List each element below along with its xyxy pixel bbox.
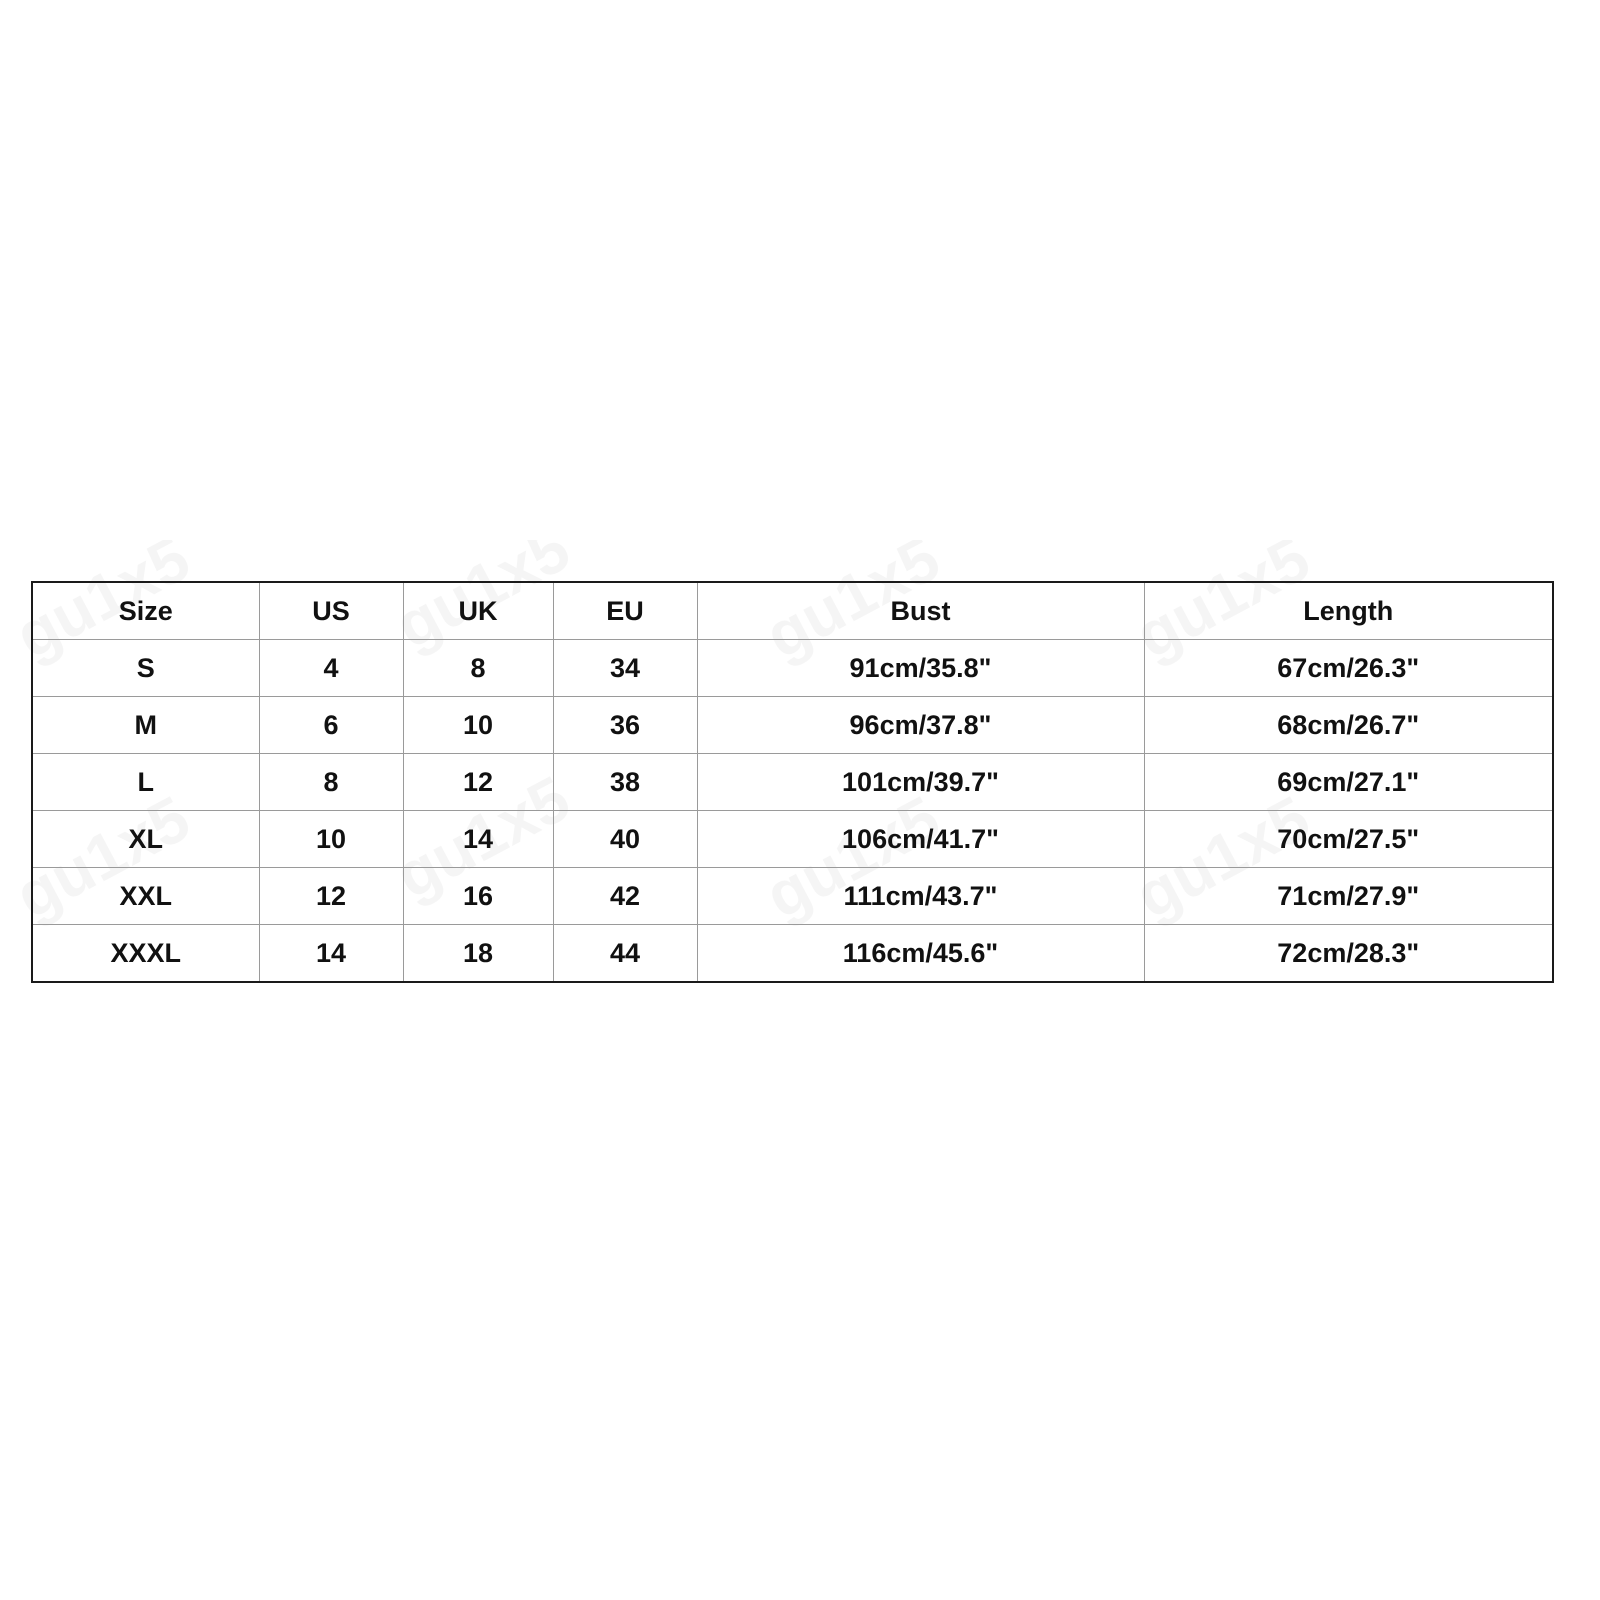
cell-length: 68cm/26.7": [1144, 697, 1553, 754]
cell-bust: 91cm/35.8": [697, 640, 1144, 697]
cell-size: S: [32, 640, 259, 697]
cell-uk: 10: [403, 697, 553, 754]
cell-length: 70cm/27.5": [1144, 811, 1553, 868]
cell-us: 8: [259, 754, 403, 811]
cell-eu: 40: [553, 811, 697, 868]
size-chart-table: [31, 581, 1554, 983]
cell-size: M: [32, 697, 259, 754]
cell-us: 6: [259, 697, 403, 754]
cell-eu: 38: [553, 754, 697, 811]
header-uk: UK: [403, 582, 553, 640]
table-row: [32, 811, 1553, 868]
cell-bust: 96cm/37.8": [697, 697, 1144, 754]
header-eu: EU: [553, 582, 697, 640]
table-row: [32, 925, 1553, 983]
table-row: [32, 640, 1553, 697]
header-bust: Bust: [697, 582, 1144, 640]
cell-us: 10: [259, 811, 403, 868]
cell-bust: 111cm/43.7": [697, 868, 1144, 925]
cell-size: XXXL: [32, 925, 259, 983]
cell-size: L: [32, 754, 259, 811]
cell-eu: 44: [553, 925, 697, 983]
cell-length: 72cm/28.3": [1144, 925, 1553, 983]
header-us: US: [259, 582, 403, 640]
cell-length: 71cm/27.9": [1144, 868, 1553, 925]
cell-uk: 12: [403, 754, 553, 811]
cell-eu: 34: [553, 640, 697, 697]
cell-bust: 116cm/45.6": [697, 925, 1144, 983]
table-row: [32, 697, 1553, 754]
cell-bust: 106cm/41.7": [697, 811, 1144, 868]
header-length: Length: [1144, 582, 1553, 640]
cell-us: 14: [259, 925, 403, 983]
cell-size: XXL: [32, 868, 259, 925]
cell-length: 67cm/26.3": [1144, 640, 1553, 697]
cell-eu: 36: [553, 697, 697, 754]
cell-size: XL: [32, 811, 259, 868]
cell-eu: 42: [553, 868, 697, 925]
header-size: Size: [32, 582, 259, 640]
cell-us: 12: [259, 868, 403, 925]
cell-uk: 14: [403, 811, 553, 868]
cell-uk: 8: [403, 640, 553, 697]
cell-uk: 18: [403, 925, 553, 983]
table-row: [32, 754, 1553, 811]
cell-us: 4: [259, 640, 403, 697]
table-row: [32, 868, 1553, 925]
cell-length: 69cm/27.1": [1144, 754, 1553, 811]
cell-bust: 101cm/39.7": [697, 754, 1144, 811]
cell-uk: 16: [403, 868, 553, 925]
table-header-row: [32, 582, 1553, 640]
